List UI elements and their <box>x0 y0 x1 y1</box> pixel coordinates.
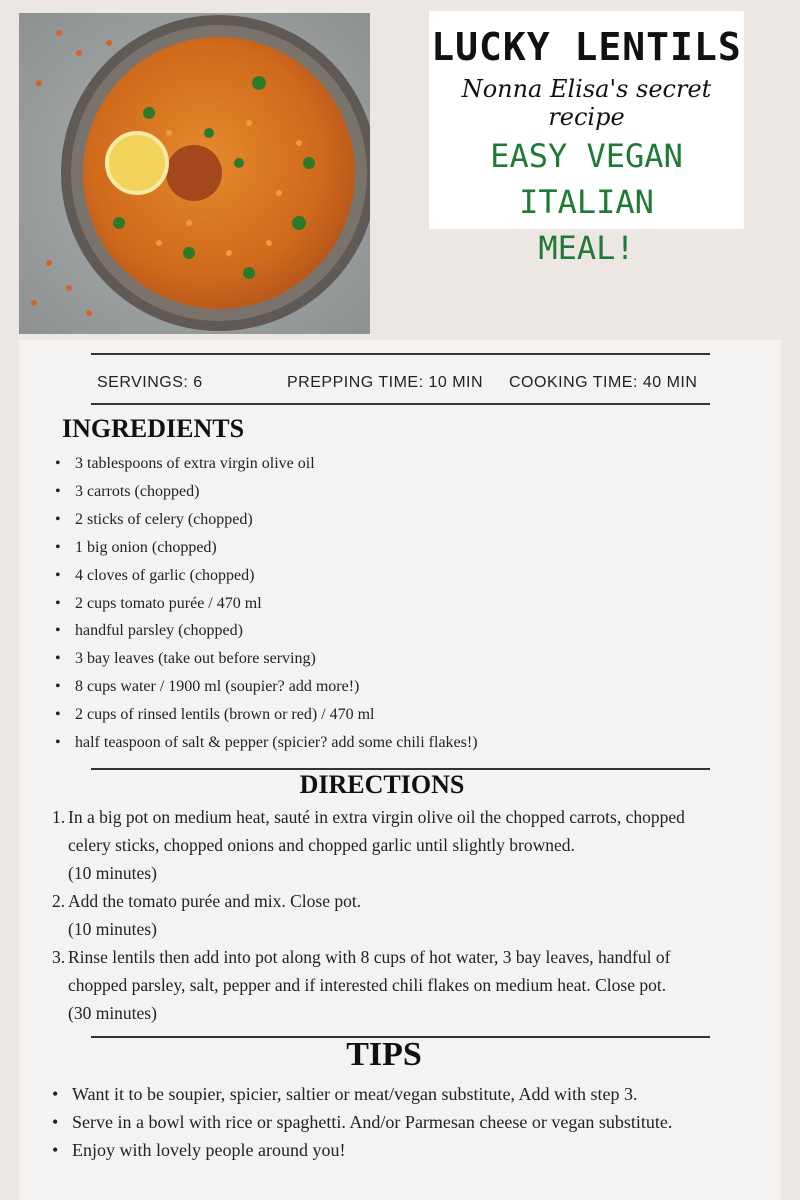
recipe-title: LUCKY LENTILS <box>431 25 742 69</box>
tips-list <box>72 1080 772 1164</box>
direction-line: chopped parsley, salt, pepper and if interested chili flakes on medium heat. Close pot. <box>68 975 667 995</box>
directions-heading: DIRECTIONS <box>299 770 465 799</box>
ingredients-heading: INGREDIENTS <box>62 414 245 443</box>
direction-line: Rinse lentils then add into pot along with 8 cups of hot water, 3 bay leaves, handful of <box>68 947 671 967</box>
tips-heading: TIPS <box>346 1036 422 1073</box>
ingredient-item: • 3 carrots (chopped) <box>75 478 478 506</box>
recipe-subtitle: Nonna Elisa's secret recipe <box>461 75 712 131</box>
divider-meta-bottom <box>91 403 710 405</box>
recipe-tagline <box>429 133 744 271</box>
direction-line: celery sticks, chopped onions and chopped garlic until slightly browned. <box>68 835 575 855</box>
direction-line: (10 minutes) <box>68 919 157 939</box>
ingredients-list <box>75 450 478 757</box>
ingredient-item: • handful parsley (chopped) <box>75 617 478 645</box>
direction-line: (30 minutes) <box>68 1003 157 1023</box>
ingredient-item: • 2 cups of rinsed lentils (brown or red) / 470 ml <box>75 701 478 729</box>
ingredient-item: • 2 cups tomato purée / 470 ml <box>75 590 478 618</box>
ingredient-item: • half teaspoon of salt & pepper (spicier? add some chili flakes!) <box>75 729 478 757</box>
tip-item: • Serve in a bowl with rice or spaghetti. And/or Parmesan cheese or vegan substitute. <box>72 1108 772 1136</box>
ingredient-item: • 4 cloves of garlic (chopped) <box>75 562 478 590</box>
cook-time-label: COOKING TIME: 40 MIN <box>509 374 698 391</box>
direction-step <box>68 943 768 1027</box>
ingredient-item: • 2 sticks of celery (chopped) <box>75 506 478 534</box>
ingredient-item: • 1 big onion (chopped) <box>75 534 478 562</box>
ingredient-item: • 3 bay leaves (take out before serving) <box>75 645 478 673</box>
servings-label: SERVINGS: 6 <box>97 374 203 391</box>
lentil-soup-photo <box>19 13 370 334</box>
ingredient-item: • 8 cups water / 1900 ml (soupier? add more!) <box>75 673 478 701</box>
ingredient-item: • 3 tablespoons of extra virgin olive oil <box>75 450 478 478</box>
divider-top <box>91 353 710 355</box>
title-card <box>429 11 744 267</box>
prep-time-label: PREPPING TIME: 10 MIN <box>287 374 484 391</box>
tagline-line-2: MEAL! <box>538 229 635 267</box>
tip-item: • Want it to be soupier, spicier, saltier or meat/vegan substitute, Add with step 3. <box>72 1080 772 1108</box>
direction-step <box>68 887 768 943</box>
direction-step <box>68 803 768 887</box>
tip-item: • Enjoy with lovely people around you! <box>72 1136 772 1164</box>
direction-line: In a big pot on medium heat, sauté in extra virgin olive oil the chopped carrots, chopped <box>68 807 685 827</box>
directions-list <box>68 803 768 1027</box>
soup-bowl-icon <box>19 13 370 334</box>
tagline-line-1: EASY VEGAN ITALIAN <box>490 137 683 221</box>
direction-line: Add the tomato purée and mix. Close pot. <box>68 891 362 911</box>
direction-line: (10 minutes) <box>68 863 157 883</box>
